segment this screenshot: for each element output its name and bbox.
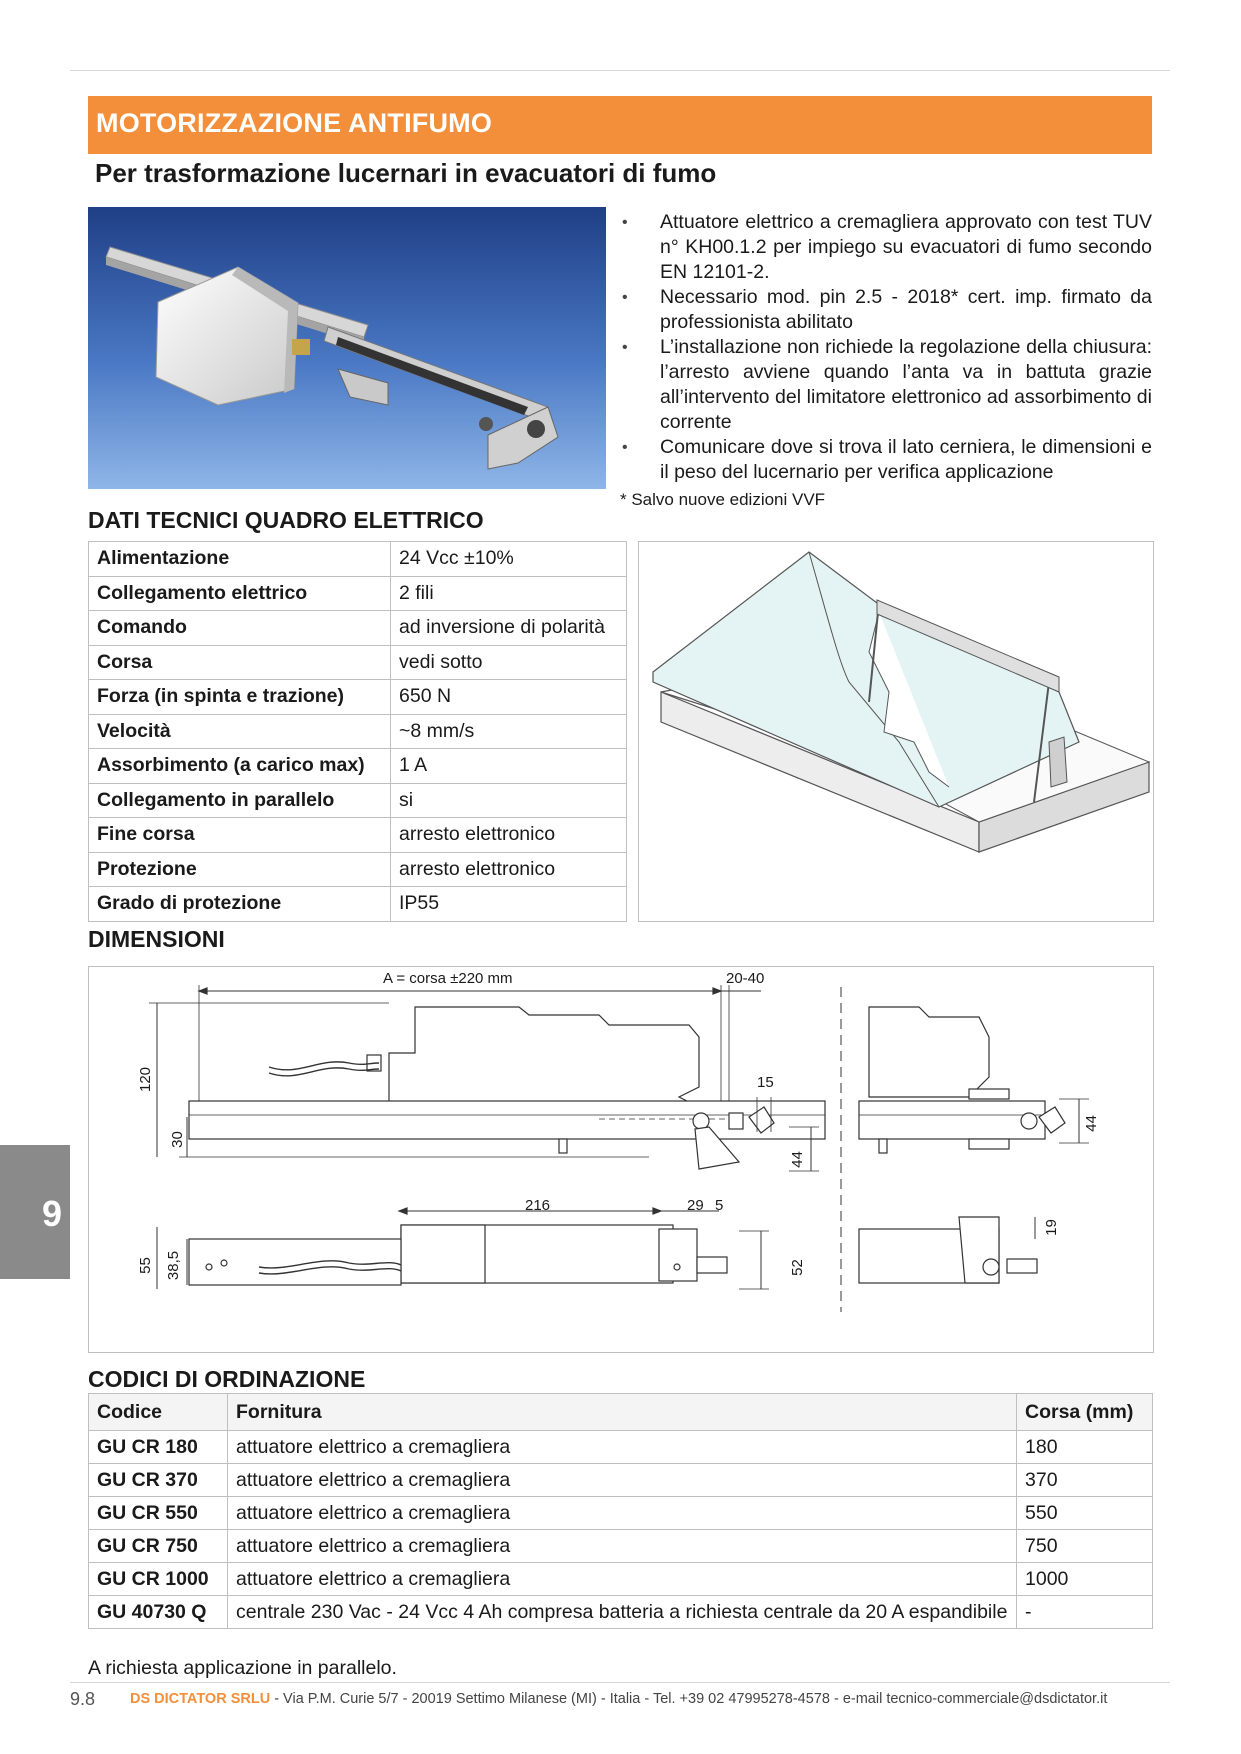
order-code: GU 40730 Q (89, 1596, 228, 1629)
order-stroke: 750 (1017, 1530, 1153, 1563)
dim-label: 29 (687, 1197, 704, 1214)
order-code: GU CR 550 (89, 1497, 228, 1530)
footer-rule (70, 1682, 1170, 1683)
table-row (89, 818, 627, 853)
dim-label: 19 (1042, 1219, 1060, 1236)
order-code: GU CR 180 (89, 1431, 228, 1464)
table-row (89, 749, 627, 784)
top-rule (70, 70, 1170, 71)
dim-label: 120 (137, 1066, 155, 1093)
table-row (89, 611, 627, 646)
table-row (89, 1431, 1153, 1464)
dim-label: 55 (136, 1257, 154, 1274)
order-code: GU CR 370 (89, 1464, 228, 1497)
tech-value: 2 fili (391, 576, 627, 611)
table-row (89, 576, 627, 611)
order-stroke: 1000 (1017, 1563, 1153, 1596)
dim-label: 216 (525, 1197, 551, 1214)
tech-label: Protezione (89, 852, 391, 887)
dim-label: 52 (788, 1259, 806, 1276)
table-row (89, 1497, 1153, 1530)
banner-title: MOTORIZZAZIONE ANTIFUMO (96, 108, 493, 138)
dim-label: 5 (715, 1197, 724, 1214)
feature-item: • L’installazione non richiede la regolazione della chiusura: l’arresto avviene quando l’anta va in battuta grazie all’intervento del limitatore elettronico ad assorbimento di corrente (620, 335, 1152, 435)
dimensions-title: DIMENSIONI (88, 926, 225, 952)
dim-label: 15 (757, 1074, 774, 1091)
footer-text (130, 1691, 1107, 1707)
order-stroke: 550 (1017, 1497, 1153, 1530)
tech-label: Assorbimento (a carico max) (89, 749, 391, 784)
dim-label: 20-40 (726, 970, 765, 987)
tech-value: 650 N (391, 680, 627, 715)
tech-value: arresto elettronico (391, 818, 627, 853)
chapter-tab (0, 1145, 70, 1279)
tech-value: si (391, 783, 627, 818)
tech-label: Alimentazione (89, 542, 391, 577)
order-codes-table (88, 1393, 1153, 1629)
tech-value: ad inversione di polarità (391, 611, 627, 646)
tech-table (88, 541, 627, 922)
table-row (89, 1464, 1153, 1497)
table-row (89, 1530, 1153, 1563)
tech-value: vedi sotto (391, 645, 627, 680)
footer-company: DS DICTATOR SRLU (130, 1691, 271, 1707)
tech-label: Forza (in spinta e trazione) (89, 680, 391, 715)
order-code: GU CR 1000 (89, 1563, 228, 1596)
tech-label: Collegamento in parallelo (89, 783, 391, 818)
table-header-row (89, 1394, 1153, 1431)
table-row (89, 542, 627, 577)
tech-value: 1 A (391, 749, 627, 784)
dim-label: 44 (1082, 1115, 1100, 1132)
table-row (89, 714, 627, 749)
feature-item: • Necessario mod. pin 2.5 - 2018* cert. imp. firmato da professionista abilitato (620, 285, 1152, 335)
chapter-number: 9 (42, 1193, 63, 1234)
actuator-photo (88, 207, 606, 489)
dimension-drawing (88, 966, 1154, 1353)
table-row (89, 1563, 1153, 1596)
dim-label: 38,5 (165, 1250, 183, 1281)
order-stroke: - (1017, 1596, 1153, 1629)
order-stroke: 180 (1017, 1431, 1153, 1464)
footer-address: - Via P.M. Curie 5/7 - 20019 Settimo Milanese (MI) - Italia - Tel. +39 02 47995278-4578 - e-mail tecnico-commerciale@dsdictator.it (270, 1691, 1108, 1707)
section-banner (88, 96, 1152, 154)
feature-item: • Comunicare dove si trova il lato cerniera, le dimensioni e il peso del lucernario per verifica applicazione (620, 435, 1152, 485)
orders-note: A richiesta applicazione in parallelo. (88, 1657, 397, 1679)
dim-stroke-label: A = corsa ±220 mm (383, 970, 513, 987)
tech-label: Grado di protezione (89, 887, 391, 922)
order-supply: attuatore elettrico a cremagliera (228, 1497, 1017, 1530)
feature-list (620, 210, 1152, 485)
dim-label: 30 (168, 1131, 186, 1148)
tech-label: Comando (89, 611, 391, 646)
feature-item: • Attuatore elettrico a cremagliera approvato con test TUV n° KH00.1.2 per impiego su evacuatori di fumo secondo EN 12101-2. (620, 210, 1152, 285)
table-row (89, 680, 627, 715)
order-supply: attuatore elettrico a cremagliera (228, 1431, 1017, 1464)
tech-title: DATI TECNICI QUADRO ELETTRICO (88, 507, 484, 533)
order-code: GU CR 750 (89, 1530, 228, 1563)
feature-note: * Salvo nuove edizioni VVF (620, 490, 826, 509)
tech-value: ~8 mm/s (391, 714, 627, 749)
tech-label: Fine corsa (89, 818, 391, 853)
header-code: Codice (89, 1394, 228, 1431)
table-row (89, 783, 627, 818)
order-supply: attuatore elettrico a cremagliera (228, 1563, 1017, 1596)
table-row (89, 1596, 1153, 1629)
tech-label: Velocità (89, 714, 391, 749)
order-supply: attuatore elettrico a cremagliera (228, 1530, 1017, 1563)
page-number: 9.8 (70, 1689, 96, 1709)
table-row (89, 887, 627, 922)
tech-value: arresto elettronico (391, 852, 627, 887)
order-supply: attuatore elettrico a cremagliera (228, 1464, 1017, 1497)
page-subtitle: Per trasformazione lucernari in evacuatori di fumo (95, 158, 717, 188)
order-stroke: 370 (1017, 1464, 1153, 1497)
order-supply: centrale 230 Vac - 24 Vcc 4 Ah compresa batteria a richiesta centrale da 20 A espandibile (228, 1596, 1017, 1629)
tech-value: IP55 (391, 887, 627, 922)
tech-label: Corsa (89, 645, 391, 680)
tech-label: Collegamento elettrico (89, 576, 391, 611)
orders-title: CODICI DI ORDINAZIONE (88, 1366, 366, 1392)
tech-value: 24 Vcc ±10% (391, 542, 627, 577)
header-supply: Fornitura (228, 1394, 1017, 1431)
header-stroke: Corsa (mm) (1017, 1394, 1153, 1431)
dim-label: 44 (788, 1151, 806, 1168)
table-row (89, 852, 627, 887)
table-row (89, 645, 627, 680)
skylight-illustration (638, 541, 1154, 922)
